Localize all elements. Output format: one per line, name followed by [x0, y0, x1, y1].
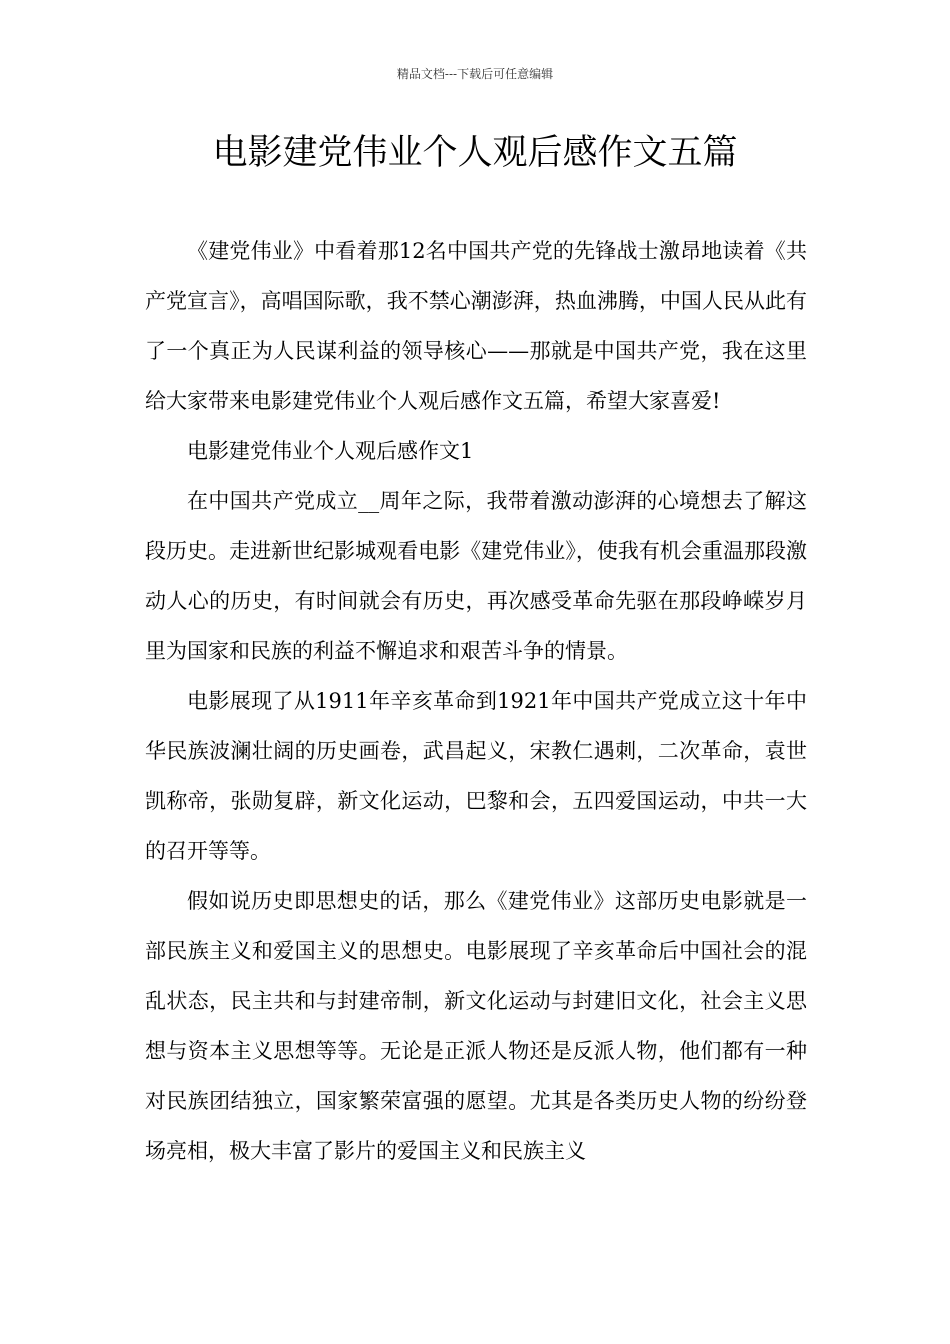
intro-paragraph: 《建党伟业》中看着那12名中国共产党的先锋战士激昂地读着《共产党宣言》，高唱国际歌，我不禁心潮澎湃，热血沸腾，中国人民从此有了一个真正为人民谋利益的领导核心——那就是中国共产党，我在这里给大家带来电影建党伟业个人观后感作文五篇，希望大家喜爱!: [145, 239, 807, 413]
body-paragraph: 在中国共产党成立__周年之际，我带着激动澎湃的心境想去了解这段历史。走进新世纪影城观看电影《建党伟业》，使我有机会重温那段激动人心的历史，有时间就会有历史，再次感受革命先驱在那段峥嵘岁月里为国家和民族的利益不懈追求和艰苦斗争的情景。: [145, 489, 807, 663]
body-paragraph: 假如说历史即思想史的话，那么《建党伟业》这部历史电影就是一部民族主义和爱国主义的思想史。电影展现了辛亥革命后中国社会的混乱状态，民主共和与封建帝制，新文化运动与封建旧文化，社会主义思想与资本主义思想等等。无论是正派人物还是反派人物，他们都有一种对民族团结独立，国家繁荣富强的愿望。尤其是各类历史人物的纷纷登场亮相，极大丰富了影片的爱国主义和民族主义: [145, 889, 807, 1163]
section-heading: 电影建党伟业个人观后感作文1: [187, 439, 474, 463]
page-header-note: 精品文档---下载后可任意编辑: [396, 67, 554, 81]
body-paragraph: 电影展现了从1911年辛亥革命到1921年中国共产党成立这十年中华民族波澜壮阔的历史画卷，武昌起义，宋教仁遇刺，二次革命，袁世凯称帝，张勋复辟，新文化运动，巴黎和会，五四爱国运动，中共一大的召开等等。: [145, 689, 807, 863]
document-title: 电影建党伟业个人观后感作文五篇: [212, 133, 738, 173]
document-body: [145, 226, 807, 1176]
